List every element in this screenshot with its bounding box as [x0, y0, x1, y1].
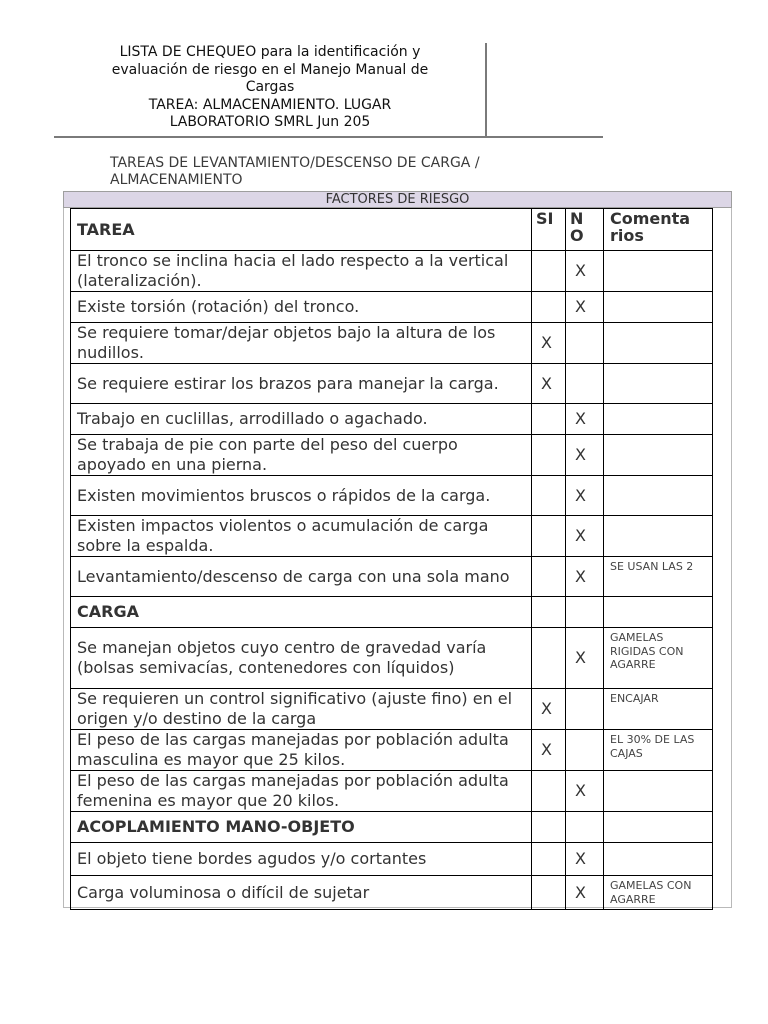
task-description: Trabajo en cuclillas, arrodillado o agachado. — [71, 404, 532, 435]
section-row — [71, 597, 713, 628]
si-mark — [532, 843, 566, 876]
comment-text: GAMELAS CON AGARRE — [604, 876, 713, 910]
comment-text — [604, 843, 713, 876]
si-mark: X — [532, 364, 566, 404]
table-row — [71, 557, 713, 597]
no-mark: X — [566, 628, 604, 689]
table-row — [71, 628, 713, 689]
no-mark — [566, 689, 604, 730]
si-mark: X — [532, 323, 566, 364]
si-mark: X — [532, 689, 566, 730]
si-mark — [532, 251, 566, 292]
si-mark — [532, 771, 566, 812]
header-line: TAREA: ALMACENAMIENTO. LUGAR — [148, 96, 392, 113]
header-divider-vertical — [485, 43, 487, 137]
comment-text — [604, 476, 713, 516]
task-description: El objeto tiene bordes agudos y/o cortantes — [71, 843, 532, 876]
header-line: Cargas — [245, 79, 295, 95]
task-description: Se requiere tomar/dejar objetos bajo la altura de los nudillos. — [71, 323, 532, 364]
table-row — [71, 292, 713, 323]
comment-text: ENCAJAR — [604, 689, 713, 730]
table-row — [71, 404, 713, 435]
comment-text — [604, 771, 713, 812]
header-line: LISTA DE CHEQUEO para la identificación y — [119, 44, 421, 60]
column-header-comentarios: Comenta rios — [604, 209, 713, 251]
si-mark — [532, 628, 566, 689]
comment-text — [604, 404, 713, 435]
header-line: LABORATORIO SMRL Jun 205 — [169, 114, 371, 130]
table-row — [71, 730, 713, 771]
comment-text — [604, 323, 713, 364]
comment-text — [604, 292, 713, 323]
table-row — [71, 323, 713, 364]
si-mark — [532, 476, 566, 516]
task-description: Levantamiento/descenso de carga con una sola mano — [71, 557, 532, 597]
comment-text — [604, 251, 713, 292]
no-mark — [566, 364, 604, 404]
table-row — [71, 843, 713, 876]
si-mark: X — [532, 730, 566, 771]
task-description: Se requiere estirar los brazos para manejar la carga. — [71, 364, 532, 404]
si-mark — [532, 404, 566, 435]
task-description: El peso de las cargas manejadas por población adulta masculina es mayor que 25 kilos. — [71, 730, 532, 771]
table-row — [71, 876, 713, 910]
table-row — [71, 689, 713, 730]
no-mark: X — [566, 435, 604, 476]
column-header-tarea: TAREA — [71, 209, 532, 251]
table-row — [71, 435, 713, 476]
si-mark — [532, 292, 566, 323]
no-mark — [566, 730, 604, 771]
task-description: El tronco se inclina hacia el lado respecto a la vertical (lateralización). — [71, 251, 532, 292]
task-description: Existe torsión (rotación) del tronco. — [71, 292, 532, 323]
section-title: TAREAS DE LEVANTAMIENTO/DESCENSO DE CARGA / ALMACENAMIENTO — [110, 155, 480, 188]
no-mark: X — [566, 557, 604, 597]
si-cell — [532, 597, 566, 628]
table-row — [71, 364, 713, 404]
table-row — [71, 516, 713, 557]
no-mark: X — [566, 843, 604, 876]
si-mark — [532, 516, 566, 557]
no-mark: X — [566, 404, 604, 435]
task-description: Se trabaja de pie con parte del peso del cuerpo apoyado en una pierna. — [71, 435, 532, 476]
section-row — [71, 812, 713, 843]
column-header-no: N O — [566, 209, 604, 251]
no-cell — [566, 597, 604, 628]
comment-text — [604, 364, 713, 404]
column-header-si: SI — [532, 209, 566, 251]
header-line: evaluación de riesgo en el Manejo Manual de — [111, 61, 429, 78]
table-row — [71, 476, 713, 516]
header-divider-horizontal — [54, 136, 603, 138]
document-header — [54, 44, 486, 137]
task-description: Existen impactos violentos o acumulación de carga sobre la espalda. — [71, 516, 532, 557]
si-cell — [532, 812, 566, 843]
no-mark: X — [566, 771, 604, 812]
section-label: CARGA — [71, 597, 532, 628]
comment-text — [604, 516, 713, 557]
comment-text: SE USAN LAS 2 — [604, 557, 713, 597]
no-mark: X — [566, 251, 604, 292]
no-mark — [566, 323, 604, 364]
no-mark: X — [566, 876, 604, 910]
task-description: Existen movimientos bruscos o rápidos de la carga. — [71, 476, 532, 516]
task-description: Se requieren un control significativo (ajuste fino) en el origen y/o destino de la carga — [71, 689, 532, 730]
comment-text: GAMELAS RIGIDAS CON AGARRE — [604, 628, 713, 689]
risk-factors-band: FACTORES DE RIESGO — [63, 191, 732, 208]
section-label: ACOPLAMIENTO MANO-OBJETO — [71, 812, 532, 843]
no-mark: X — [566, 292, 604, 323]
no-mark: X — [566, 476, 604, 516]
task-description: Se manejan objetos cuyo centro de gravedad varía (bolsas semivacías, contenedores con líquidos) — [71, 628, 532, 689]
checklist-table — [70, 208, 713, 910]
task-description: El peso de las cargas manejadas por población adulta femenina es mayor que 20 kilos. — [71, 771, 532, 812]
comment-cell — [604, 812, 713, 843]
no-cell — [566, 812, 604, 843]
task-description: Carga voluminosa o difícil de sujetar — [71, 876, 532, 910]
comment-text: EL 30% DE LAS CAJAS — [604, 730, 713, 771]
no-mark: X — [566, 516, 604, 557]
table-row — [71, 251, 713, 292]
si-mark — [532, 557, 566, 597]
si-mark — [532, 876, 566, 910]
si-mark — [532, 435, 566, 476]
comment-text — [604, 435, 713, 476]
comment-cell — [604, 597, 713, 628]
table-row — [71, 771, 713, 812]
table-header-row — [71, 209, 713, 251]
